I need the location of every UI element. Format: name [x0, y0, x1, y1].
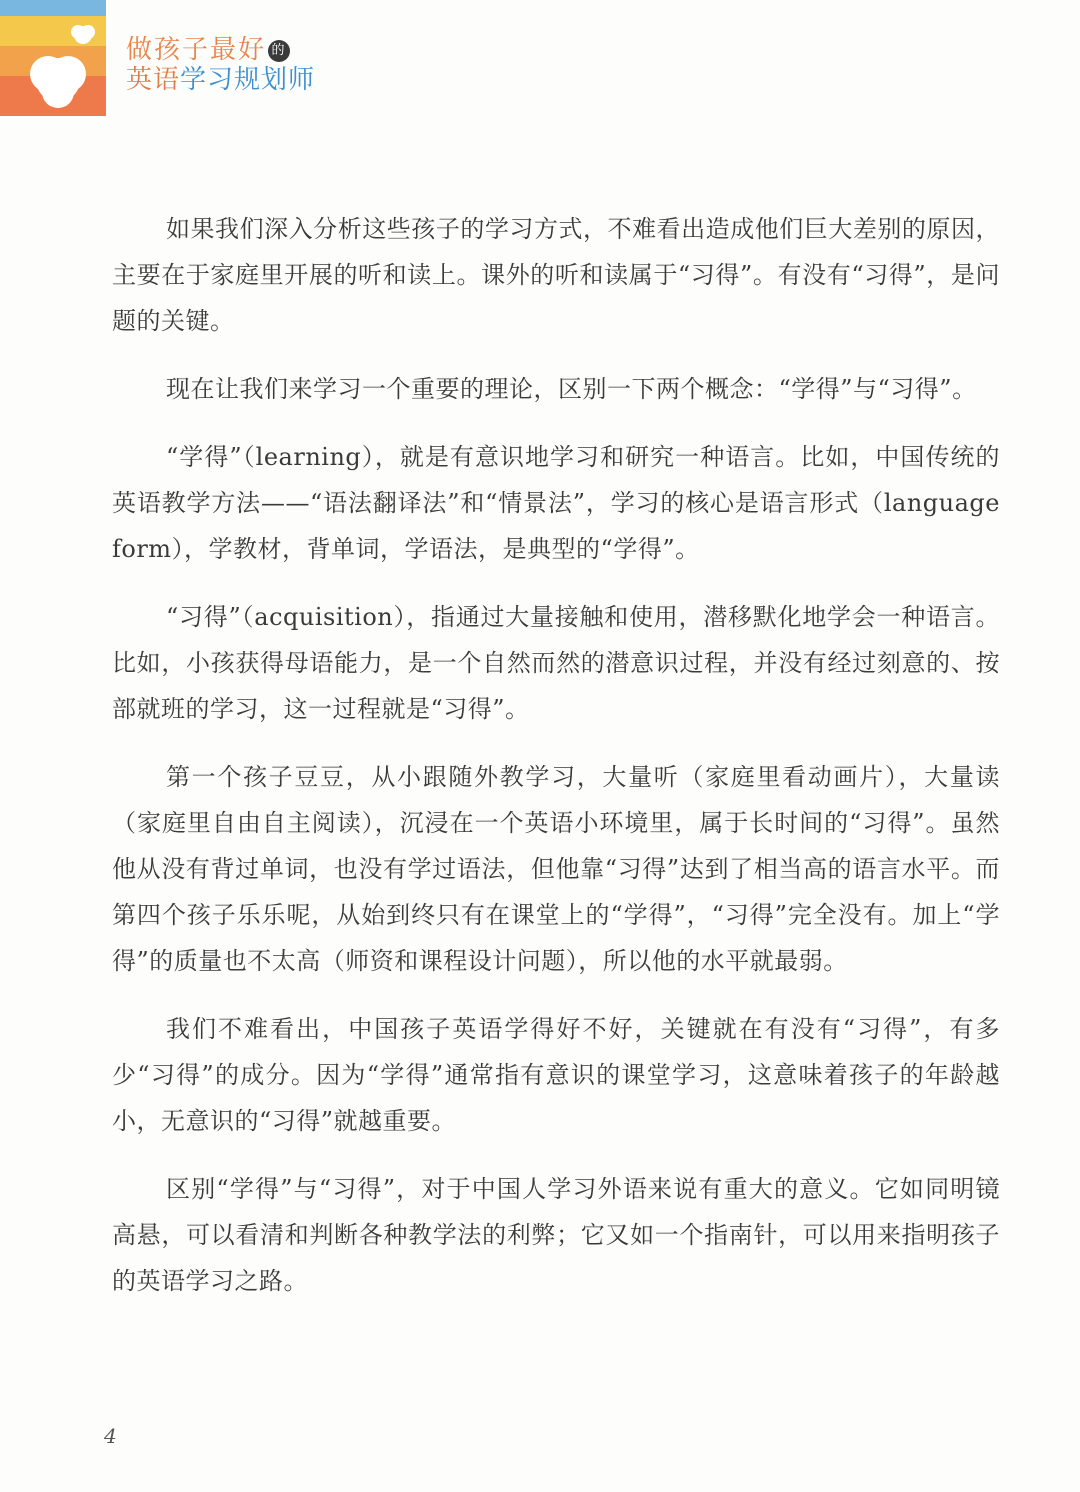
flower-icon-small	[74, 26, 92, 44]
title-text-line1: 做孩子最好	[126, 35, 267, 65]
page-body	[112, 206, 1000, 1326]
book-series-title	[126, 36, 315, 96]
header-badge	[0, 0, 106, 116]
title-text-line2a: 英语	[126, 64, 181, 95]
paragraph: 区别“学得”与“习得”，对于中国人学习外语来说有重大的意义。它如同明镜高悬，可以看清和判断各种教学法的利弊；它又如一个指南针，可以用来指明孩子的英语学习之路。	[112, 1175, 1000, 1295]
page-number: 4	[104, 1424, 117, 1448]
paragraph: 我们不难看出，中国孩子英语学得好不好，关键就在有没有“习得”，有多少“习得”的成分。因为“学得”通常指有意识的课堂学习，这意味着孩子的年龄越小，无意识的“习得”就越重要。	[112, 1015, 1000, 1135]
paragraph: 第一个孩子豆豆，从小跟随外教学习，大量听（家庭里看动画片），大量读（家庭里自由自主阅读），沉浸在一个英语小环境里，属于长时间的“习得”。虽然他从没有背过单词，也没有学过语法，但他靠“习得”达到了相当高的语言水平。而第四个孩子乐乐呢，从始到终只有在课堂上的“学得”，“习得”完全没有。加上“学得”的质量也不太高（师资和课程设计问题），所以他的水平就最弱。	[112, 763, 1000, 975]
paragraph: 如果我们深入分析这些孩子的学习方式，不难看出造成他们巨大差别的原因，主要在于家庭里开展的听和读上。课外的听和读属于“习得”。有没有“习得”，是问题的关键。	[112, 215, 1000, 335]
paragraph: “学得”（learning），就是有意识地学习和研究一种语言。比如，中国传统的英语教学方法——“语法翻译法”和“情景法”，学习的核心是语言形式（language form），学教材，背单词，学语法，是典型的“学得”。	[112, 443, 1000, 563]
book-series-title-line2	[126, 66, 315, 96]
book-series-title-line1	[126, 36, 315, 66]
paragraph: 现在让我们来学习一个重要的理论，区别一下两个概念：“学得”与“习得”。	[166, 375, 977, 403]
title-text-line2b: 学习规划师	[180, 64, 316, 95]
flower-icon-large	[36, 58, 80, 102]
header-stripe-blue	[0, 0, 106, 16]
title-de-badge: 的	[268, 40, 290, 62]
paragraph: “习得”（acquisition），指通过大量接触和使用，潜移默化地学会一种语言。比如，小孩获得母语能力，是一个自然而然的潜意识过程，并没有经过刻意的、按部就班的学习，这一过程就是“习得”。	[112, 603, 1000, 723]
